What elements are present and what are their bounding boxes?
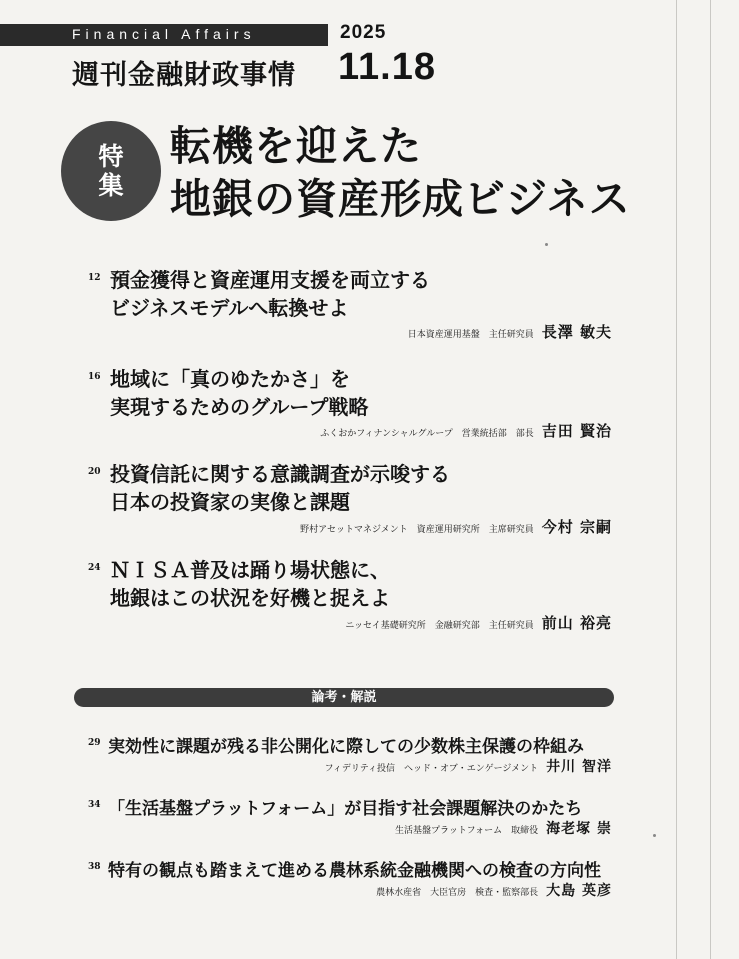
article-page-number: 34 — [88, 800, 101, 810]
feature-badge-line1: 特 — [98, 141, 124, 171]
commentary-article[interactable] — [88, 794, 612, 836]
article-byline — [376, 880, 612, 900]
author-affiliation: 日本資産運用基盤 主任研究員 — [407, 330, 534, 340]
scan-speck — [545, 243, 548, 246]
article-title — [110, 365, 368, 421]
article-title — [110, 556, 390, 612]
article-page-number: 29 — [88, 738, 101, 748]
feature-article[interactable] — [88, 365, 612, 445]
author-affiliation: 生活基盤プラットフォーム 取締役 — [395, 826, 539, 836]
author-affiliation: フィデリティ投信 ヘッド・オブ・エンゲージメント — [324, 764, 539, 774]
article-page-number: 24 — [88, 563, 101, 573]
commentary-article[interactable] — [88, 856, 612, 898]
feature-article[interactable] — [88, 556, 612, 636]
feature-title-line2: 地銀の資産形成ビジネス — [170, 175, 631, 223]
article-page-number: 12 — [88, 273, 101, 283]
feature-badge — [61, 121, 161, 221]
author-name: 海老塚 崇 — [546, 821, 612, 837]
author-name: 吉田 賢治 — [541, 422, 612, 440]
article-title: 「生活基盤プラットフォーム」が目指す社会課題解決のかたち — [108, 799, 583, 819]
author-affiliation: 農林水産省 大臣官房 検査・監察部長 — [376, 888, 539, 898]
feature-title — [170, 120, 631, 226]
author-name: 長澤 敏夫 — [541, 323, 612, 341]
feature-article[interactable] — [88, 266, 612, 346]
article-title — [110, 460, 450, 516]
author-affiliation: 野村アセットマネジメント 資産運用研究所 主席研究員 — [300, 525, 534, 535]
article-byline — [325, 756, 612, 776]
article-title-line2: ビジネスモデルへ転換せよ — [110, 296, 349, 320]
commentary-article[interactable] — [88, 732, 612, 774]
author-affiliation: ふくおかフィナンシャルグループ 営業統括部 部長 — [320, 429, 534, 439]
article-byline — [320, 420, 612, 441]
article-page-number: 38 — [88, 862, 101, 872]
article-title: 特有の観点も踏まえて進める農林系統金融機関への検査の方向性 — [108, 861, 601, 881]
masthead-issue-date: 11.18 — [338, 46, 436, 88]
article-byline — [345, 612, 612, 633]
masthead-english-title: Financial Affairs — [72, 26, 256, 42]
feature-badge-line2: 集 — [98, 171, 124, 200]
author-name: 前山 裕亮 — [541, 614, 612, 632]
article-title-line1: 投資信託に関する意識調査が示唆する — [110, 462, 450, 486]
article-byline — [395, 818, 612, 838]
article-page-number: 16 — [88, 372, 101, 382]
article-title-line1: 預金獲得と資産運用支援を両立する — [110, 268, 430, 292]
article-title-line1: 地域に「真のゆたかさ」を — [110, 367, 350, 391]
page-edge-divider — [710, 0, 711, 959]
article-title-line1: ＮＩＳＡ普及は踊り場状態に、 — [110, 558, 390, 582]
section-divider-commentary: 論考・解説 — [74, 688, 614, 707]
article-byline — [300, 516, 612, 537]
scan-speck — [653, 834, 656, 837]
page-edge-divider — [676, 0, 677, 959]
article-page-number: 20 — [88, 467, 101, 477]
masthead-year: 2025 — [340, 22, 387, 43]
article-title-line2: 地銀はこの状況を好機と捉えよ — [110, 586, 390, 610]
article-byline — [408, 321, 612, 342]
author-affiliation: ニッセイ基礎研究所 金融研究部 主任研究員 — [345, 621, 534, 631]
article-title-line2: 日本の投資家の実像と課題 — [110, 490, 350, 514]
feature-title-line1: 転機を迎えた — [170, 122, 422, 170]
masthead-japanese-title: 週刊金融財政事情 — [72, 60, 296, 91]
author-name: 大島 英彦 — [546, 883, 612, 899]
author-name: 今村 宗嗣 — [541, 518, 612, 536]
article-title: 実効性に課題が残る非公開化に際しての少数株主保護の枠組み — [108, 737, 584, 757]
article-title-line2: 実現するためのグループ戦略 — [110, 395, 369, 419]
feature-article[interactable] — [88, 460, 612, 540]
author-name: 井川 智洋 — [546, 759, 612, 775]
article-title — [110, 266, 430, 322]
